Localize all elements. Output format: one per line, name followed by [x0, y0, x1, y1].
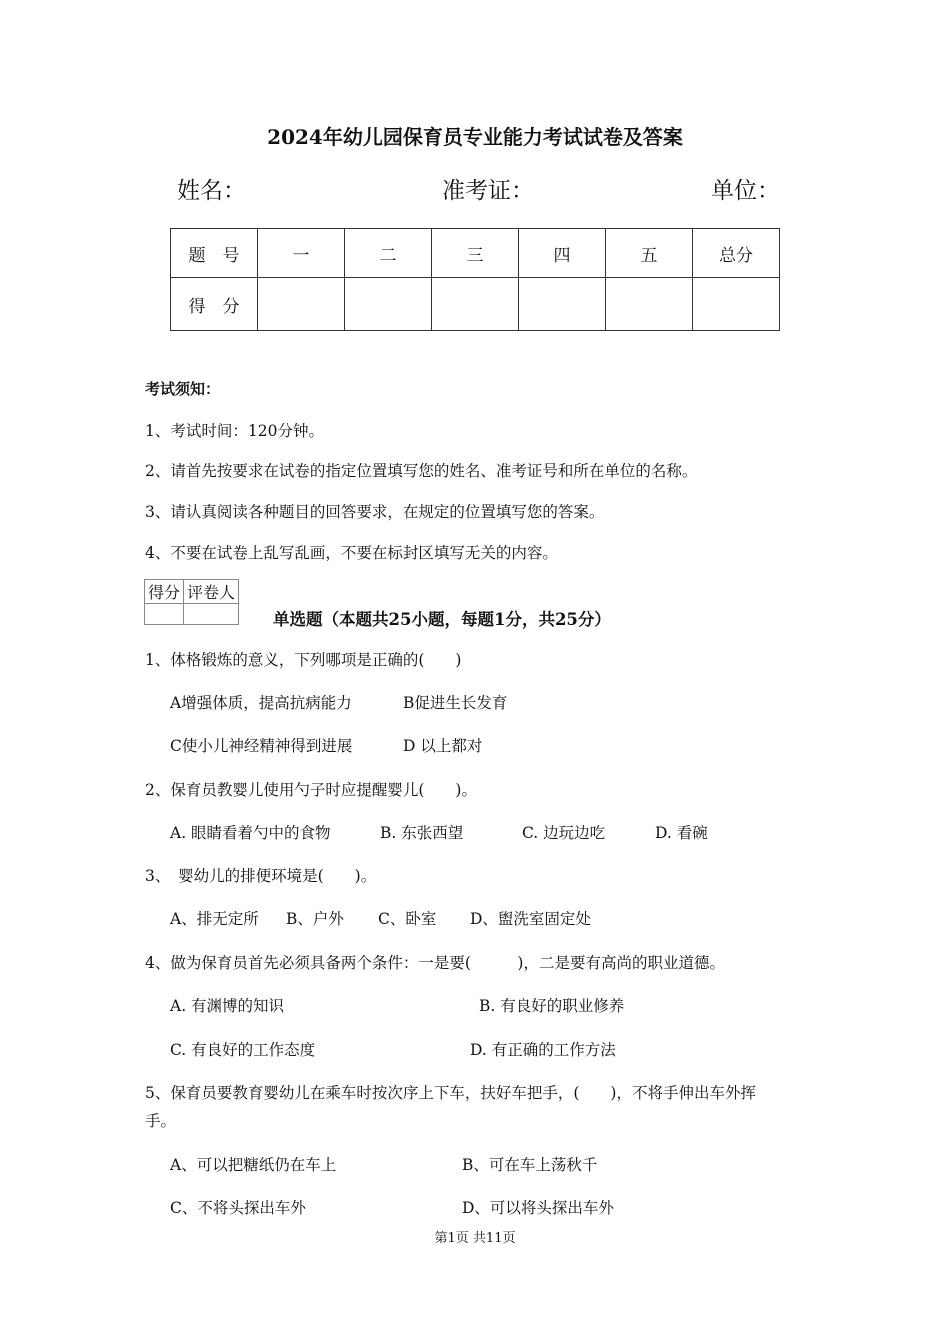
question-stem: 4、做为保育员首先必须具备两个条件：一是要( )，二是要有高尚的职业道德。: [145, 954, 725, 972]
grader-box: [144, 579, 239, 625]
page-footer: 第1页 共11页: [434, 1231, 516, 1246]
answer-option[interactable]: A. 眼睛看着勺中的食物: [170, 824, 331, 842]
answer-option[interactable]: D、盥洗室固定处: [470, 910, 591, 928]
grader-reviewer-cell[interactable]: [184, 604, 239, 625]
question-stem: 5、保育员要教育婴幼儿在乘车时按次序上下车，扶好车把手，( )，不将手伸出车外挥: [145, 1084, 756, 1102]
answer-option[interactable]: B. 东张西望: [380, 824, 464, 842]
score-cell[interactable]: [693, 278, 780, 331]
score-cell[interactable]: [606, 278, 693, 331]
name-field-label: 姓名：: [177, 178, 246, 204]
question-stem-continuation: 手。: [145, 1112, 177, 1130]
score-table-header-cell: 五: [606, 229, 693, 278]
answer-option[interactable]: D 以上都对: [403, 737, 483, 755]
notice-item: 2、请首先按要求在试卷的指定位置填写您的姓名、准考证号和所在单位的名称。: [145, 462, 698, 480]
score-cell[interactable]: [345, 278, 432, 331]
answer-option[interactable]: A. 有渊博的知识: [170, 997, 285, 1015]
score-cell[interactable]: [432, 278, 519, 331]
page-title: 2024年幼儿园保育员专业能力考试试卷及答案: [267, 125, 683, 149]
score-table-header-cell: 题 号: [171, 229, 258, 278]
answer-option[interactable]: D. 有正确的工作方法: [470, 1041, 616, 1059]
score-table-header-row: [171, 229, 780, 278]
notice-item: 3、请认真阅读各种题目的回答要求，在规定的位置填写您的答案。: [145, 503, 605, 521]
answer-option[interactable]: C. 有良好的工作态度: [170, 1041, 316, 1059]
answer-option[interactable]: B. 有良好的职业修养: [479, 997, 625, 1015]
answer-option[interactable]: B、户外: [286, 910, 344, 928]
unit-field-label: 单位：: [711, 178, 780, 204]
section-title: 单选题（本题共25小题，每题1分，共25分）: [273, 610, 611, 629]
exam-number-field-label: 准考证：: [442, 178, 534, 204]
score-table-row-label: 得 分: [171, 278, 258, 331]
answer-option[interactable]: D、可以将头探出车外: [462, 1199, 614, 1217]
question-stem: 2、保育员教婴儿使用勺子时应提醒婴儿( )。: [145, 781, 477, 799]
notice-heading: 考试须知：: [145, 380, 221, 398]
answer-option[interactable]: C、不将头探出车外: [170, 1199, 306, 1217]
answer-option[interactable]: D. 看碗: [655, 824, 708, 842]
score-cell[interactable]: [519, 278, 606, 331]
grader-reviewer-label: 评卷人: [184, 580, 239, 604]
score-table-header-cell: 总分: [693, 229, 780, 278]
answer-option[interactable]: A、排无定所: [170, 910, 259, 928]
answer-option[interactable]: A增强体质，提高抗病能力: [170, 694, 352, 712]
score-table: [170, 228, 780, 331]
question-stem: 1、体格锻炼的意义，下列哪项是正确的( ): [145, 651, 462, 669]
answer-option[interactable]: B促进生长发育: [403, 694, 508, 712]
grader-score-cell[interactable]: [145, 604, 184, 625]
answer-option[interactable]: C. 边玩边吃: [522, 824, 606, 842]
answer-option[interactable]: C使小儿神经精神得到进展: [170, 737, 353, 755]
score-table-score-row: [171, 278, 780, 331]
answer-option[interactable]: B、可在车上荡秋千: [462, 1156, 598, 1174]
score-table-header-cell: 三: [432, 229, 519, 278]
score-table-header-cell: 一: [258, 229, 345, 278]
grader-score-label: 得分: [145, 580, 184, 604]
notice-item: 4、不要在试卷上乱写乱画，不要在标封区填写无关的内容。: [145, 544, 558, 562]
question-stem: 3、 婴幼儿的排便环境是( )。: [145, 867, 377, 885]
answer-option[interactable]: A、可以把糖纸仍在车上: [170, 1156, 337, 1174]
score-table-header-cell: 四: [519, 229, 606, 278]
score-table-header-cell: 二: [345, 229, 432, 278]
score-cell[interactable]: [258, 278, 345, 331]
answer-option[interactable]: C、卧室: [378, 910, 437, 928]
notice-item: 1、考试时间：120分钟。: [145, 422, 324, 440]
